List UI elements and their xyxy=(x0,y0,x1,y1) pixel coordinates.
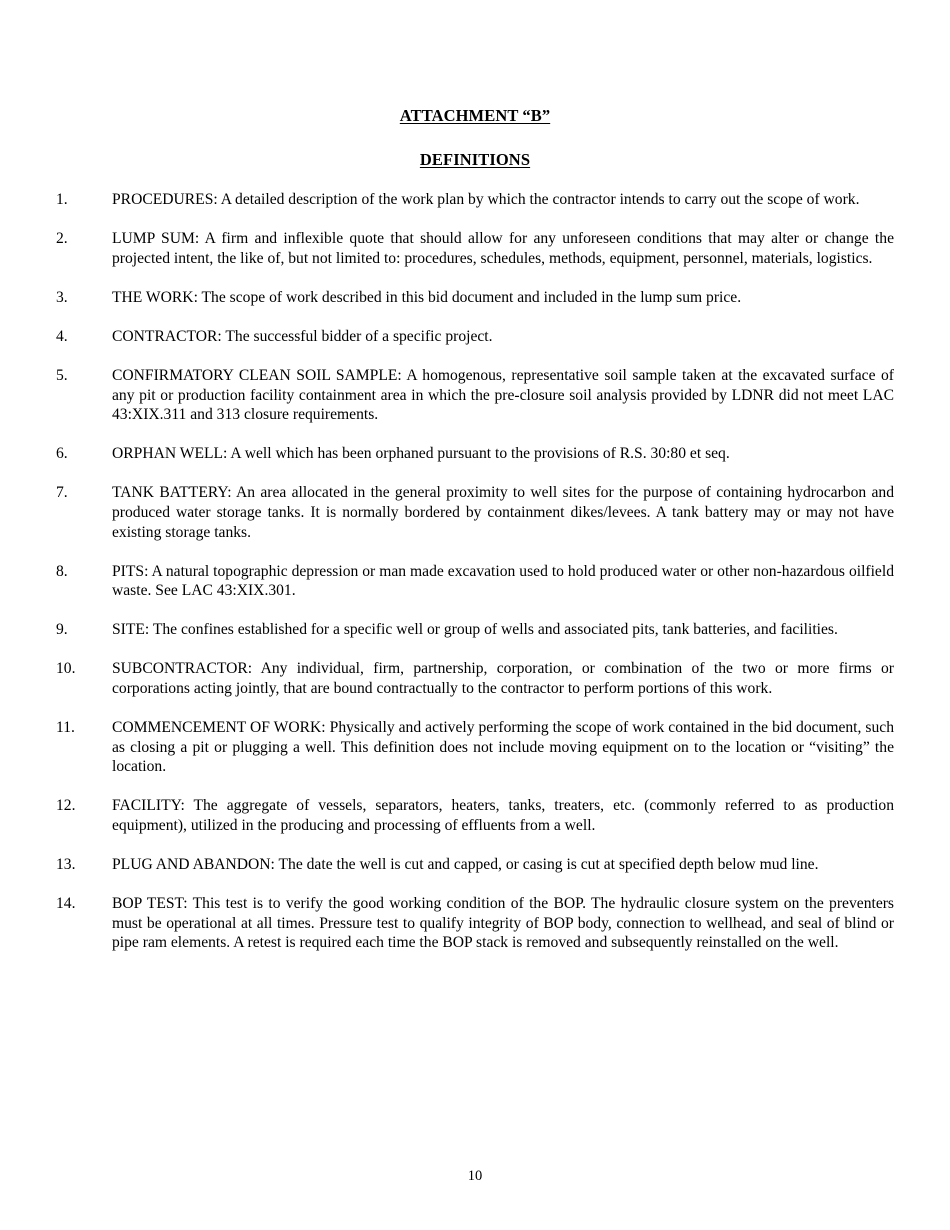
definition-number: 10. xyxy=(56,660,76,678)
definition-number: 5. xyxy=(56,366,68,384)
page-number: 10 xyxy=(467,1168,483,1184)
definition-number: 12. xyxy=(56,797,76,815)
definition-text: FACILITY: The aggregate of vessels, separators, heaters, tanks, treaters, etc. (commonly referred to as production equipment), utilized in the producing and processing of effluents from a well. xyxy=(112,797,894,834)
definition-text: PITS: A natural topographic depression or man made excavation used to hold produced water or other non-hazardous oilfield waste. See LAC 43:XIX.301. xyxy=(112,562,894,600)
definition-text: BOP TEST: This test is to verify the good working condition of the BOP. The hydraulic closure system on the preventers must be operational at all times. Pressure test to qualify integrity of BOP body, connection to wellhead, and seal of blind or pipe ram elements. A retest is required each time the BOP stack is removed and subsequently reinstalled on the well. xyxy=(112,895,894,952)
definitions-list xyxy=(56,190,894,972)
definition-number: 13. xyxy=(56,856,76,874)
definition-number: 8. xyxy=(56,562,68,580)
definition-text: PLUG AND ABANDON: The date the well is cut and capped, or casing is cut at specified depth below mud line. xyxy=(112,856,819,874)
definition-text: THE WORK: The scope of work described in this bid document and included in the lump sum price. xyxy=(112,288,742,306)
attachment-title: ATTACHMENT “B” xyxy=(399,106,551,125)
definition-item xyxy=(56,327,894,347)
definition-text: CONTRACTOR: The successful bidder of a specific project. xyxy=(112,327,493,345)
definition-item xyxy=(56,718,894,777)
definition-text: TANK BATTERY: An area allocated in the general proximity to well sites for the purpose of containing hydrocarbon and produced water storage tanks. It is normally bordered by containment dikes/levees. A tank battery may or may not have existing storage tanks. xyxy=(112,484,894,541)
definition-number: 2. xyxy=(56,230,68,248)
definition-item xyxy=(56,483,894,542)
definition-number: 6. xyxy=(56,445,68,463)
definition-text: PROCEDURES: A detailed description of the work plan by which the contractor intends to carry out the scope of work. xyxy=(112,191,860,208)
definition-number: 4. xyxy=(56,327,68,345)
definition-text: SITE: The confines established for a specific well or group of wells and associated pits, tank batteries, and facilities. xyxy=(112,621,838,639)
definition-item xyxy=(56,562,894,601)
definition-number: 1. xyxy=(56,191,68,208)
definition-number: 9. xyxy=(56,621,68,639)
definition-number: 14. xyxy=(56,895,76,913)
definition-item xyxy=(56,894,894,953)
definition-item xyxy=(56,796,894,835)
definition-item xyxy=(56,444,894,464)
definition-item xyxy=(56,366,894,425)
definition-text: ORPHAN WELL: A well which has been orphaned pursuant to the provisions of R.S. 30:80 et seq. xyxy=(112,445,730,463)
definition-item xyxy=(56,190,894,210)
definition-text: CONFIRMATORY CLEAN SOIL SAMPLE: A homogenous, representative soil sample taken at the excavated surface of any pit or production facility containment area in which the pre-closure soil analysis provided by LDNR did not meet LAC 43:XIX.311 and 313 closure requirements. xyxy=(112,366,894,424)
definition-text: COMMENCEMENT OF WORK: Physically and actively performing the scope of work contained in the bid document, such as closing a pit or plugging a well. This definition does not include moving equipment on to the location or “visiting” the location. xyxy=(112,719,894,776)
definition-number: 3. xyxy=(56,288,68,306)
definition-item xyxy=(56,229,894,268)
definition-item xyxy=(56,855,894,875)
definition-number: 11. xyxy=(56,719,75,737)
definition-item xyxy=(56,659,894,698)
definition-text: SUBCONTRACTOR: Any individual, firm, partnership, corporation, or combination of the two or more firms or corporations acting jointly, that are bound contractually to the contractor to perform portions of this work. xyxy=(112,660,894,697)
definitions-heading: DEFINITIONS xyxy=(419,150,531,169)
definition-item xyxy=(56,288,894,308)
definition-number: 7. xyxy=(56,484,68,502)
definition-item xyxy=(56,620,894,640)
definition-text: LUMP SUM: A firm and inflexible quote that should allow for any unforeseen conditions that may alter or change the projected intent, the like of, but not limited to: procedures, schedules, methods, equipment, personnel, materials, logistics. xyxy=(112,230,894,267)
